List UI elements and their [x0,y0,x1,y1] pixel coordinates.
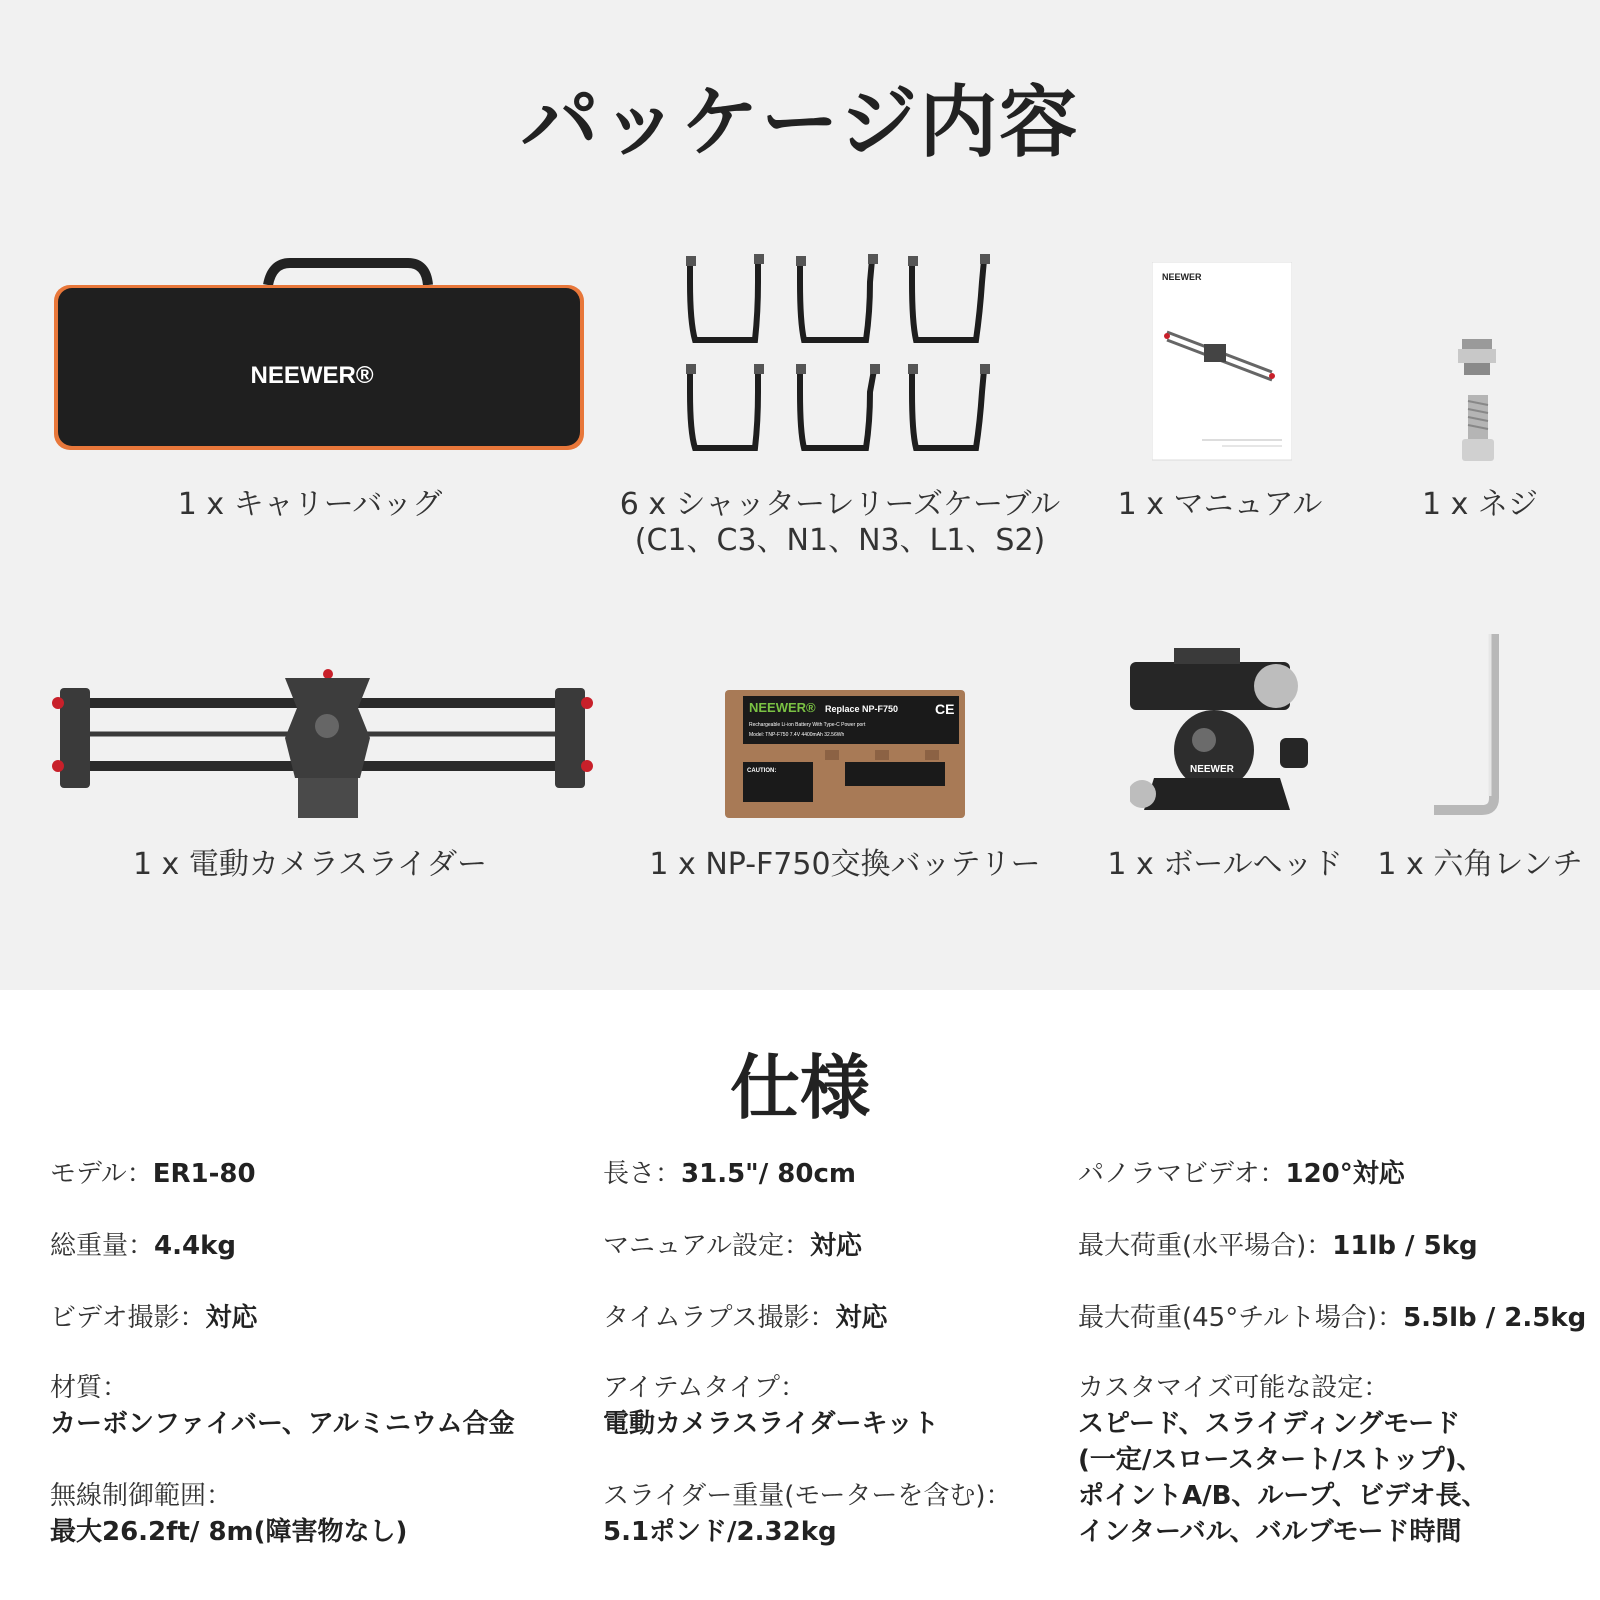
spec-wireless-range: 無線制御範囲： 最大26.2ft/ 8m(障害物なし) [50,1481,408,1547]
spec-max-load-horizontal: 最大荷重(水平場合)：11lb / 5kg [1078,1231,1478,1261]
spec-timelapse: タイムラプス撮影：対応 [603,1303,888,1333]
caption-wrench: 1 x 六角レンチ [1377,847,1583,882]
caption-slider: 1 x 電動カメラスライダー [132,847,488,882]
caption-cables: 6 x シャッターレリーズケーブル [619,487,1061,522]
manual-logo: NEEWER [1162,272,1202,282]
battery-replace: Replace NP-F750 [825,704,899,714]
battery-line1: Rechargeable Li-ion Battery With Type-C Power port [749,722,866,728]
battery-brand: NEEWER® [749,700,816,715]
spec-length: 長さ：31.5"/ 80cm [603,1159,856,1189]
shutter-release-cables-image [670,252,1030,462]
caption-screw: 1 x ネジ [1422,487,1538,522]
caption-bag: 1 x キャリーバッグ [177,487,443,522]
carry-bag-image [50,255,590,460]
spec-custom-settings: カスタマイズ可能な設定： スピード、スライディングモード (一定/スロースタート/ストップ)、 ポイントA/B、ループ、ビデオ長、 インターバル、バルブモード時間 [1078,1373,1488,1547]
spec-model: モデル：ER1-80 [50,1159,256,1189]
bag-logo: NEEWER® [250,362,374,389]
spec-title: 仕様 [730,1047,870,1129]
caption-cables-models: (C1、C3、N1、N3、L1、S2) [634,523,1046,558]
spec-manual-setting: マニュアル設定：対応 [603,1231,862,1261]
spec-material: 材質： カーボンファイバー、アルミニウム合金 [50,1373,515,1439]
hex-wrench-image [1430,630,1510,820]
caption-manual: 1 x マニュアル [1117,487,1323,522]
manual-image [1152,262,1292,462]
spec-panorama: パノラマビデオ：120°対応 [1078,1159,1405,1189]
screw-image [1450,335,1510,465]
caption-ball-head: 1 x ボールヘッド [1107,847,1343,882]
spec-max-load-tilt: 最大荷重(45°チルト場合)：5.5lb / 2.5kg [1078,1303,1587,1333]
camera-slider-image [50,668,595,823]
battery-caution: CAUTION: [747,768,777,774]
package-title: パッケージ内容 [520,78,1080,168]
ball-head-image [1130,638,1320,828]
caption-battery: 1 x NP-F750交換バッテリー [649,847,1041,882]
ball-head-logo: NEEWER [1190,764,1234,775]
battery-line2: Model: TNP-F750 7.4V 4400mAh 32.56Wh [749,732,845,738]
spec-item-type: アイテムタイプ： 電動カメラスライダーキット [603,1373,939,1439]
battery-ce-mark: CE [935,701,955,717]
spec-slider-weight: スライダー重量(モーターを含む)： 5.1ポンド/2.32kg [603,1481,1012,1547]
spec-total-weight: 総重量：4.4kg [50,1231,236,1261]
spec-video: ビデオ撮影：対応 [50,1303,258,1333]
battery-image [725,690,965,820]
